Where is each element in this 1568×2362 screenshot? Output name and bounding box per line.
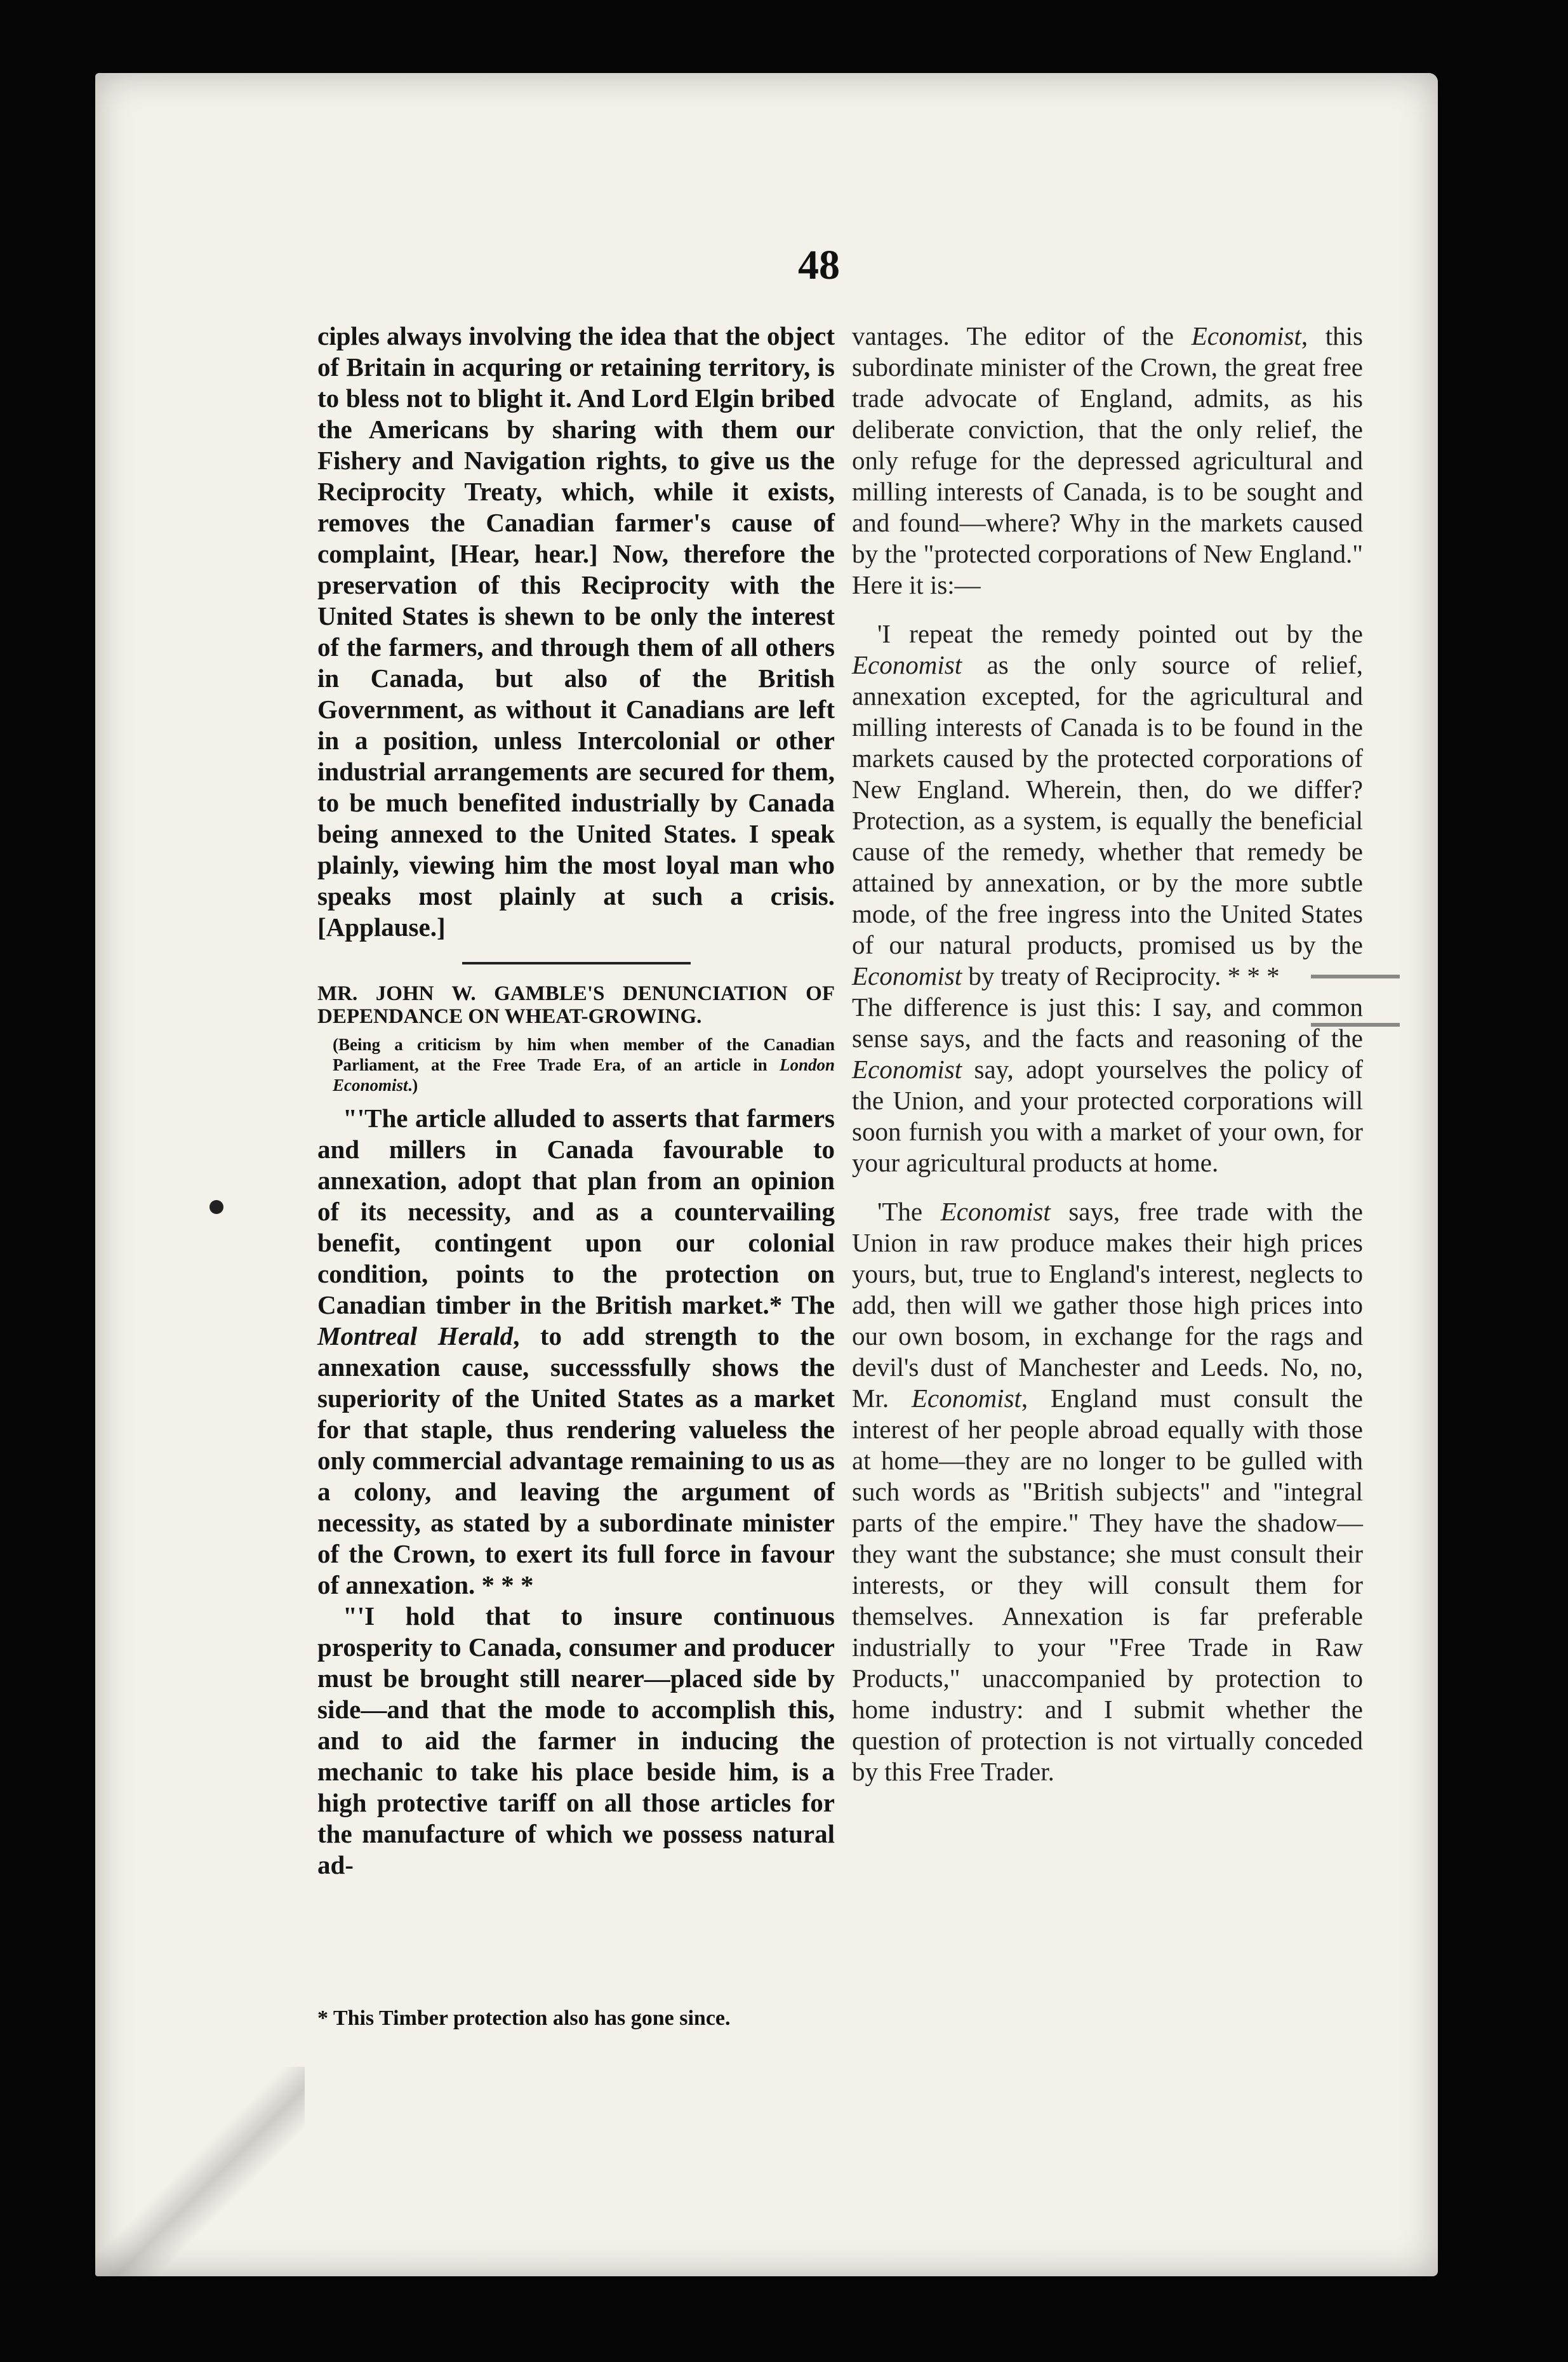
section-heading: MR. JOHN W. GAMBLE'S DENUNCIATION OF DEPENDANCE ON WHEAT-GROWING.	[317, 982, 835, 1028]
ink-blot	[209, 1200, 223, 1214]
para2-text: "'The article alluded to asserts that farmers and millers in Canada favourable to annexation, adopt that plan from an opinion of its necessity, and as a countervailing benefit, contingent upon our colonial condition, points to the protection on Canadian timber in the British market.* The	[317, 1104, 835, 1319]
r3-text: The difference is just this: I say, and common sense says, and the facts and reasoning of the	[852, 992, 1363, 1053]
r3-italic: Economist	[852, 1055, 962, 1084]
right-paragraph-2	[852, 618, 1363, 992]
r4-text-mid: says, free trade with the Union in raw produce makes their high prices yours, but, true to England's interest, neglects to add, then will we gather those high prices into our own bosom, in exchange for the rags and devil's dust of Manchester and Leeds. No, no, Mr.	[852, 1197, 1363, 1413]
r2-italic-2: Economist	[852, 961, 962, 991]
right-column	[852, 321, 1363, 1787]
r4-text-end: , England must consult the interest of her people abroad equally with those at home—they are no longer to be gulled with such words as "British subjects" and "integral parts of the empire." They have the shadow—they want the substance; she must consult their interests, or they will consult them for themselves. Annexation is far preferable industrially to your "Free Trade in Raw Products," unaccompanied by protection to home industry: and I submit whether the question of protection is not virtually conceded by this Free Trader.	[852, 1384, 1363, 1786]
subnote-text-end: .)	[408, 1076, 418, 1095]
left-paragraph-3: "'I hold that to insure continuous prosperity to Canada, consumer and producer must be brought still nearer—placed side by side—and that the mode to accomplish this, and to aid the farmer in inducing the mechanic to take his place beside him, is a high protective tariff on all those articles for the manufacture of which we possess natural ad-	[317, 1601, 835, 1879]
section-subnote	[317, 1034, 835, 1095]
footnote: * This Timber protection also has gone since.	[317, 2006, 731, 2030]
para2-italic: Montreal Herald	[317, 1321, 514, 1351]
r2-text-end: by treaty of Reciprocity. * * *	[962, 961, 1280, 991]
r1-italic: Economist	[1191, 321, 1301, 350]
page-number: 48	[798, 242, 840, 288]
right-paragraph-3	[852, 992, 1363, 1178]
r1-text: vantages. The editor of the	[852, 321, 1192, 350]
r4-italic-1: Economist	[940, 1197, 1051, 1226]
section-divider	[462, 962, 691, 964]
r4-text: 'The	[877, 1197, 941, 1226]
subnote-text: (Being a criticism by him when member of the Canadian Parliament, at the Free Trade Era, of an article in	[333, 1035, 835, 1074]
r2-text: 'I repeat the remedy pointed out by the	[877, 619, 1363, 648]
r4-italic-2: Economist	[911, 1384, 1021, 1413]
r2-text-mid: as the only source of relief, annexation excepted, for the agricultural and milling interests of Canada is to be found in the markets caused by the protected corporations of New England. Wherein, then, do we differ? Protection, as a system, is equally the beneficial cause of the remedy, whether that remedy be attained by annexation, or by the more subtle mode, of the free ingress into the United States of our natural products, promised us by the	[852, 650, 1363, 959]
left-paragraph-2	[317, 1103, 835, 1601]
r3-text-end: say, adopt yourselves the policy of the Union, and your protected corporations will soon furnish you with a market of your own, for your agricultural products at home.	[852, 1055, 1363, 1177]
subnote-italic: London Economist	[333, 1055, 835, 1095]
para2-text-end: , to add strength to the annexation cause, successsfully shows the superiority of the United States as a market for that staple, thus rendering valueless the only commercial advantage remaining to us as a colony, and leaving the argument of necessity, as stated by a subordinate minister of the Crown, to exert its full force in favour of annexation. * * *	[317, 1321, 835, 1599]
left-paragraph-1: ciples always involving the idea that the object of Britain in acquring or retaining territory, is to bless not to blight it. And Lord Elgin bribed the Americans by sharing with them our Fishery and Navigation rights, to give us the Reciprocity Treaty, which, while it exists, removes the Canadian farmer's cause of complaint, [Hear, hear.] Now, therefore the preservation of this Reciprocity with the United States is shewn to be only the interest of the farmers, and through them of all others in Canada, but also of the British Government, as without it Canadians are left in a position, unless Intercolonial or other industrial arrangements are secured for them, to be much benefited industrially by Canada being annexed to the United States. I speak plainly, viewing him the most loyal man who speaks most plainly at such a crisis. [Applause.]	[317, 321, 835, 942]
r2-italic-1: Economist	[852, 650, 962, 679]
left-column	[317, 321, 835, 1881]
r1-text-end: , this subordinate minister of the Crown, the great free trade advocate of England, admits, as his deliberate conviction, that the only relief, the only refuge for the depressed agricultural and milling interests of Canada, is to be sought and and found—where? Why in the markets caused by the "protected corporations of New England." Here it is:—	[852, 321, 1363, 599]
right-paragraph-1	[852, 321, 1363, 601]
right-paragraph-4	[852, 1196, 1363, 1787]
